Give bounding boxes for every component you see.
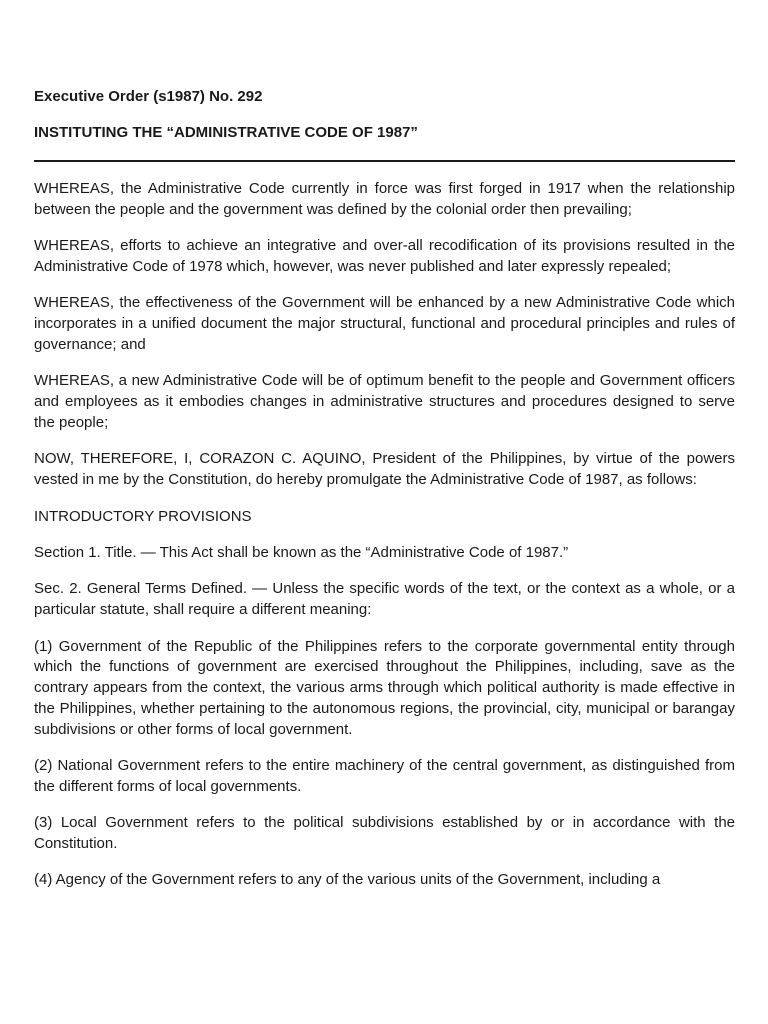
definition-4-paragraph: (4) Agency of the Government refers to any of the various units of the Government, including a — [34, 871, 661, 889]
section-2-paragraph: Sec. 2. General Terms Defined. — Unless the specific words of the text, or the context as a whole, or a particular statute, shall require a different meaning: — [34, 580, 735, 619]
title-divider — [34, 160, 735, 162]
whereas-paragraph-1: WHEREAS, the Administrative Code currently in force was first forged in 1917 when the relationship between the people and the government was defined by the colonial order then prevailing; — [34, 180, 735, 218]
definition-1-paragraph: (1) Government of the Republic of the Philippines refers to the corporate governmental entity through which the functions of government are exercised throughout the Philippines, including, save as the contrary appears from the context, the various arms through which political authority is made effective in the Philippines, whether pertaining to the autonomous regions, the provincial, city, municipal or barangay subdivisions or other forms of local government. — [34, 637, 735, 738]
introductory-provisions-heading: INTRODUCTORY PROVISIONS — [34, 507, 252, 525]
order-number-heading: Executive Order (s1987) No. 292 — [34, 88, 263, 105]
definition-3-paragraph: (3) Local Government refers to the political subdivisions established by or in accordance with the Constitution. — [34, 814, 735, 853]
definition-2-paragraph: (2) National Government refers to the entire machinery of the central government, as distinguished from the different forms of local governments. — [34, 757, 735, 795]
whereas-paragraph-2: WHEREAS, efforts to achieve an integrative and over-all recodification of its provisions resulted in the Administrative Code of 1978 which, however, was never published and later expressly repealed; — [34, 237, 735, 275]
section-1-paragraph: Section 1. Title. — This Act shall be known as the “Administrative Code of 1987.” — [34, 543, 569, 561]
whereas-paragraph-4: WHEREAS, a new Administrative Code will be of optimum benefit to the people and Government officers and employees as it embodies changes in administrative structures and procedures designed to serve the people; — [34, 372, 735, 431]
now-therefore-paragraph: NOW, THEREFORE, I, CORAZON C. AQUINO, President of the Philippines, by virtue of the powers vested in me by the Constitution, do hereby promulgate the Administrative Code of 1987, as follows: — [34, 450, 735, 489]
whereas-paragraph-3: WHEREAS, the effectiveness of the Government will be enhanced by a new Administrative Code which incorporates in a unified document the major structural, functional and procedural principles and rules of governance; and — [34, 294, 735, 353]
order-title-heading: INSTITUTING THE “ADMINISTRATIVE CODE OF 1987” — [34, 124, 418, 141]
document-page — [34, 0, 735, 1024]
document-body — [34, 179, 735, 891]
